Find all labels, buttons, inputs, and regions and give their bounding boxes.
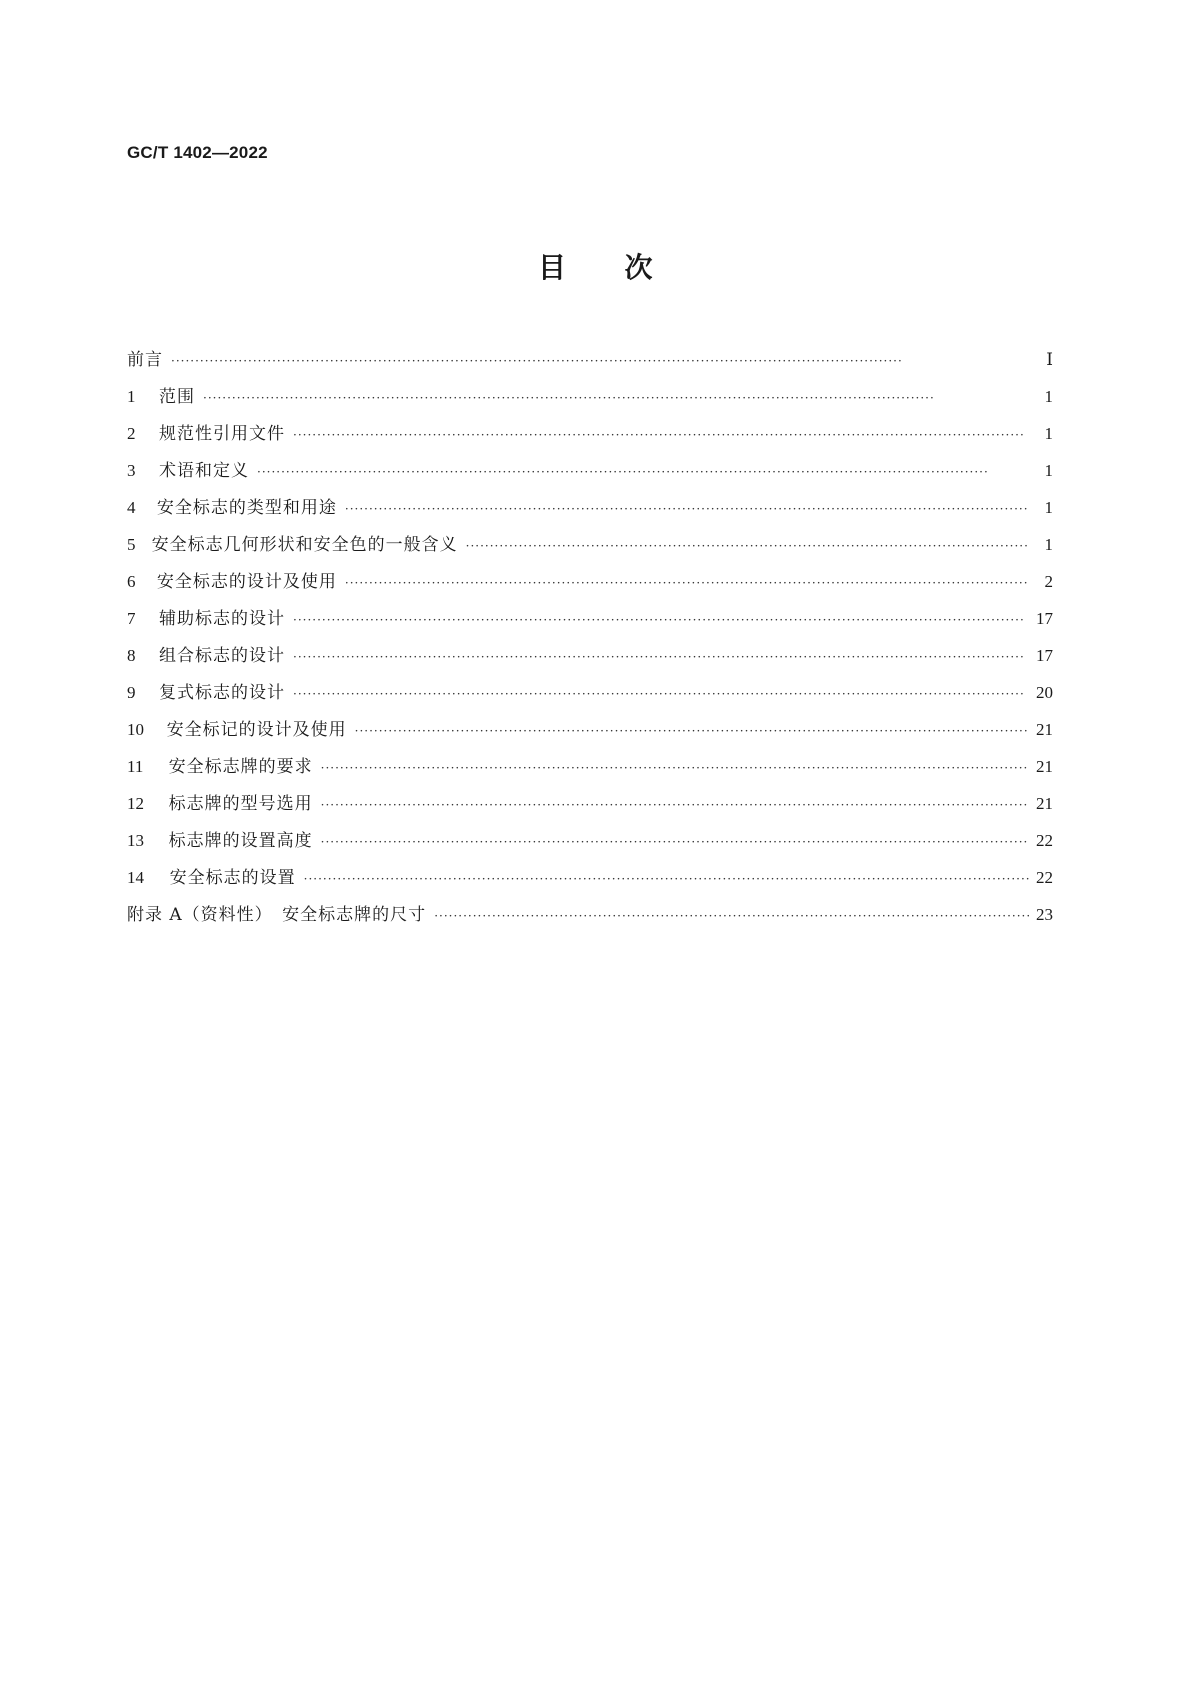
dot-leader: [321, 824, 1029, 861]
toc-entry-label: 术语和定义: [159, 461, 249, 481]
toc-entry-1[interactable]: [127, 378, 1053, 415]
toc-entry-label: 复式标志的设计: [159, 683, 285, 703]
toc-entry-11[interactable]: [127, 748, 1053, 785]
dot-leader: [321, 787, 1029, 824]
dot-leader: [293, 417, 1029, 454]
dot-leader: [466, 528, 1029, 565]
toc-entry-label: 安全标志几何形状和安全色的一般含义: [151, 535, 458, 555]
toc-entry-number: 10: [127, 720, 144, 739]
toc-entry-page: 17: [1036, 646, 1053, 665]
dot-leader: [345, 491, 1029, 528]
toc-entry-2[interactable]: [127, 415, 1053, 452]
toc-entry-8[interactable]: [127, 637, 1053, 674]
toc-entry-number: 11: [127, 757, 144, 776]
toc-entry-14[interactable]: [127, 859, 1053, 896]
toc-entry-number: 1: [127, 387, 136, 406]
toc-entry-number: 5: [127, 535, 136, 554]
dot-leader: [171, 343, 1029, 380]
toc-entry-number: 4: [127, 498, 136, 517]
toc-entry-page: 23: [1036, 905, 1053, 924]
toc-entry-number: 12: [127, 794, 144, 813]
toc-entry-page: 1: [1044, 461, 1053, 480]
dot-leader: [293, 639, 1029, 676]
toc-entry-label: 安全标志的设计及使用: [156, 572, 337, 592]
toc-entry-13[interactable]: [127, 822, 1053, 859]
toc-entry-number: 6: [127, 572, 136, 591]
toc-entry-label: 范围: [159, 387, 195, 407]
dot-leader: [304, 861, 1029, 898]
toc-entry-4[interactable]: [127, 489, 1053, 526]
toc-entry-label: 规范性引用文件: [159, 424, 285, 444]
toc-entry-number: 13: [127, 831, 144, 850]
toc-entry-label: 组合标志的设计: [159, 646, 285, 666]
toc-entry-number: 9: [127, 683, 136, 702]
toc-entry-page: 1: [1044, 424, 1053, 443]
toc-entry-page: 21: [1036, 757, 1053, 776]
toc-entry-6[interactable]: [127, 563, 1053, 600]
title-part-1: 目: [537, 251, 567, 284]
dot-leader: [355, 713, 1029, 750]
toc-entry-label: 标志牌的型号选用: [168, 794, 313, 814]
toc-entry-page: 22: [1036, 831, 1053, 850]
toc-entry-page: 17: [1036, 609, 1053, 628]
toc-entry-3[interactable]: [127, 452, 1053, 489]
dot-leader: [321, 750, 1029, 787]
toc-entry-label: 附录 A（资料性） 安全标志牌的尺寸: [127, 905, 427, 925]
dot-leader: [293, 602, 1029, 639]
toc-entry-label: 安全标志的类型和用途: [156, 498, 337, 518]
toc-entry-page: 1: [1044, 535, 1053, 554]
dot-leader: [257, 454, 1029, 491]
toc-entry-label: 安全标志的设置: [169, 868, 296, 888]
toc-entry-9[interactable]: [127, 674, 1053, 711]
toc-entry-page: Ⅰ: [1046, 350, 1053, 369]
toc-entry-label: 辅助标志的设计: [159, 609, 285, 629]
toc-entry-label: 前言: [127, 350, 163, 370]
toc-entry-appendix-a[interactable]: [127, 896, 1053, 933]
toc-entry-label: 安全标记的设计及使用: [166, 720, 347, 740]
document-code: GC/T 1402—2022: [127, 143, 268, 162]
toc-entry-number: 3: [127, 461, 136, 480]
table-of-contents: [127, 341, 1053, 933]
page-title: [0, 246, 1191, 286]
toc-entry-foreword[interactable]: [127, 341, 1053, 378]
toc-entry-12[interactable]: [127, 785, 1053, 822]
toc-entry-number: 8: [127, 646, 136, 665]
dot-leader: [434, 898, 1029, 935]
dot-leader: [345, 565, 1029, 602]
toc-entry-number: 2: [127, 424, 136, 443]
toc-entry-5[interactable]: [127, 526, 1053, 563]
toc-entry-number: 14: [127, 868, 144, 887]
toc-entry-number: 7: [127, 609, 136, 628]
title-part-2: 次: [624, 251, 654, 284]
toc-entry-page: 1: [1044, 387, 1053, 406]
toc-entry-page: 2: [1044, 572, 1053, 591]
toc-entry-page: 21: [1036, 720, 1053, 739]
toc-entry-label: 标志牌的设置高度: [168, 831, 313, 851]
toc-entry-page: 1: [1044, 498, 1053, 517]
dot-leader: [293, 676, 1029, 713]
toc-entry-page: 21: [1036, 794, 1053, 813]
toc-entry-7[interactable]: [127, 600, 1053, 637]
toc-entry-10[interactable]: [127, 711, 1053, 748]
dot-leader: [203, 380, 1029, 417]
toc-entry-page: 22: [1036, 868, 1053, 887]
toc-entry-page: 20: [1036, 683, 1053, 702]
toc-entry-label: 安全标志牌的要求: [168, 757, 313, 777]
